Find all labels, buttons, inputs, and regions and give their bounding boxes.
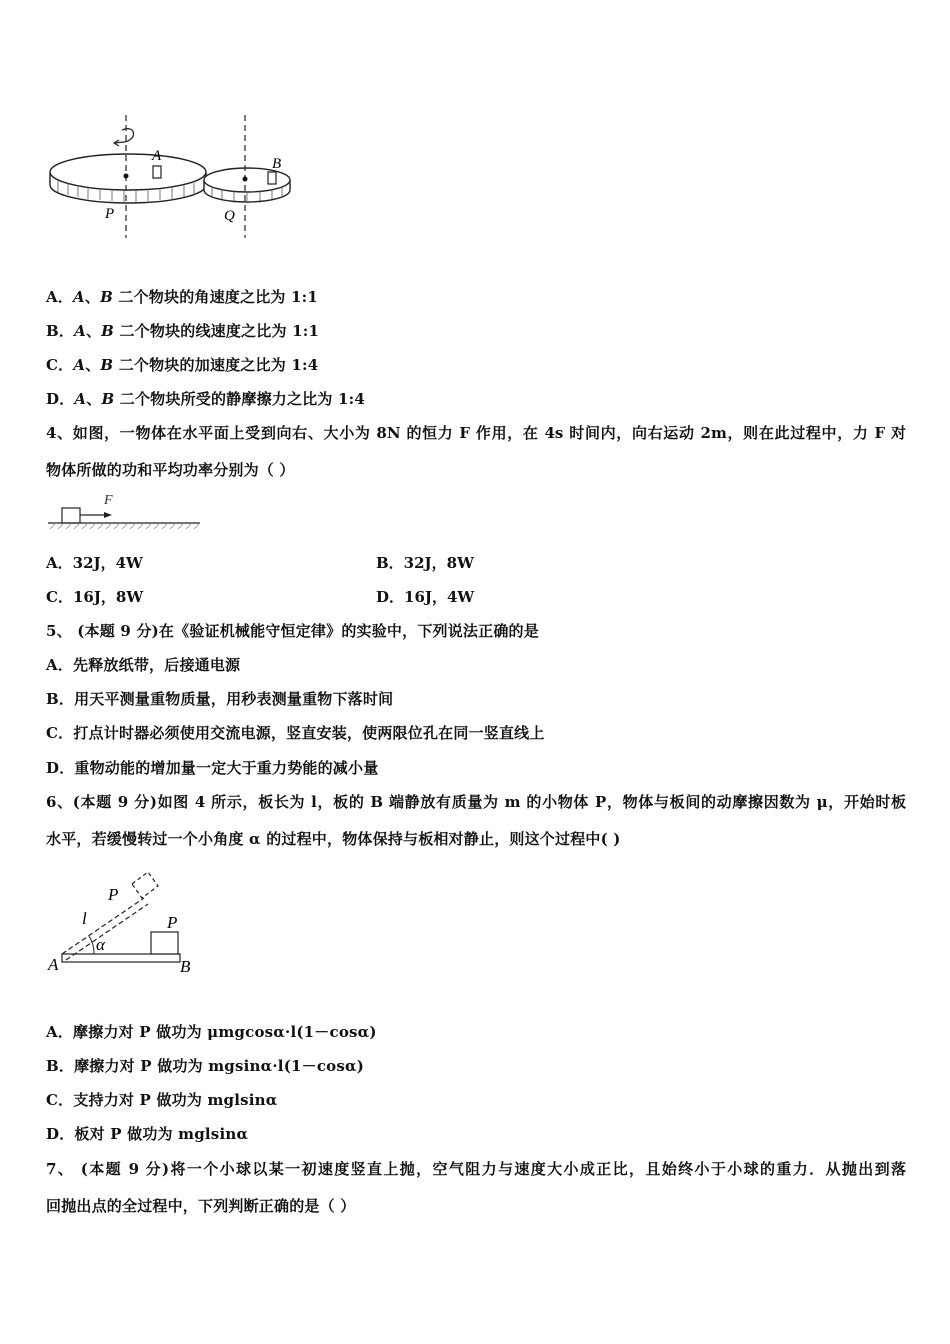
fig1-label-a: A (152, 148, 162, 164)
option-text: 二个物块的线速度之比为 1:1 (114, 322, 320, 340)
q6-option-a[interactable]: A．摩擦力对 P 做功为 μmgcosα·l(1－cosα) (46, 1023, 377, 1041)
fig1-label-q: Q (224, 208, 235, 224)
q4-option-a[interactable]: A．32J，4W (46, 554, 143, 572)
option-var-a: A (73, 288, 85, 306)
option-var-b: B (101, 322, 115, 340)
q3-option-c[interactable] (46, 354, 318, 375)
q3-option-a[interactable] (46, 286, 318, 307)
option-sep: 、 (84, 288, 101, 306)
option-letter: B． (46, 322, 75, 340)
option-letter: C． (46, 356, 74, 374)
fig6-label-alpha: α (96, 935, 105, 954)
q5-option-c[interactable]: C．打点计时器必须使用交流电源，竖直安装，使两限位孔在同一竖直线上 (46, 724, 545, 742)
q7-stem-line2: 回抛出点的全过程中，下列判断正确的是（ ） (46, 1197, 356, 1215)
option-sep: 、 (86, 390, 102, 408)
q3-option-b[interactable] (46, 320, 319, 341)
option-var-b: B (101, 390, 115, 408)
q5-option-d[interactable]: D．重物动能的增加量一定大于重力势能的减小量 (46, 759, 379, 777)
q4-stem-line1: 4、如图，一物体在水平面上受到向右、大小为 8N 的恒力 F 作用，在 4s 时间内，向右运动 2m，则在此过程中，力 F 对 (46, 424, 906, 442)
force-block-figure (44, 488, 204, 534)
option-sep: 、 (85, 322, 102, 340)
q5-stem: 5、 (本题 9 分)在《验证机械能守恒定律》的实验中，下列说法正确的是 (46, 622, 539, 640)
fig6-label-p-tilted: P (108, 885, 119, 904)
force-label: F (104, 493, 113, 508)
q4-option-d[interactable]: D．16J，4W (376, 588, 475, 606)
option-var-a: A (74, 390, 87, 408)
fig6-label-l: l (82, 909, 87, 928)
q5-option-a[interactable]: A．先释放纸带，后接通电源 (46, 656, 241, 674)
q6-option-b[interactable]: B．摩擦力对 P 做功为 mgsinα·l(1－cosα) (46, 1057, 365, 1075)
option-text: 二个物块所受的静摩擦力之比为 1:4 (114, 390, 366, 408)
q6-option-d[interactable]: D．板对 P 做功为 mglsinα (46, 1125, 249, 1143)
q4-option-c[interactable]: C．16J，8W (46, 588, 144, 606)
tilted-board-figure (44, 862, 214, 982)
fig6-label-b: B (180, 957, 191, 976)
q4-option-b[interactable]: B．32J，8W (376, 554, 474, 572)
option-var-b: B (100, 288, 113, 306)
q6-stem-line1: 6、(本题 9 分)如图 4 所示，板长为 l，板的 B 端静放有质量为 m 的小物体 P，物体与板间的动摩擦因数为 μ，开始时板 (46, 793, 906, 811)
q6-stem-line2: 水平，若缓慢转过一个小角度 α 的过程中，物体保持与板相对静止，则这个过程中( ) (46, 830, 621, 848)
fig1-label-b: B (272, 156, 282, 172)
q7-stem-line1: 7、 (本题 9 分)将一个小球以某一初速度竖直上抛，空气阻力与速度大小成正比，且始终小于小球的重力．从抛出到落 (46, 1160, 906, 1178)
q4-stem-line2: 物体所做的功和平均功率分别为（ ） (46, 461, 295, 479)
option-letter: D． (46, 390, 75, 408)
option-var-b: B (100, 356, 114, 374)
option-text: 二个物块的加速度之比为 1:4 (113, 356, 319, 374)
option-text: 二个物块的角速度之比为 1:1 (112, 288, 319, 306)
option-letter: A． (46, 288, 74, 306)
q5-option-b[interactable]: B．用天平测量重物质量，用秒表测量重物下落时间 (46, 690, 394, 708)
option-var-a: A (73, 356, 86, 374)
fig6-label-p: P (167, 913, 178, 932)
q6-option-c[interactable]: C．支持力对 P 做功为 mglsinα (46, 1091, 278, 1109)
rotating-discs-figure (40, 110, 310, 245)
q3-option-d[interactable] (46, 388, 365, 409)
fig1-label-p: P (105, 206, 115, 222)
option-sep: 、 (85, 356, 101, 374)
fig6-label-a: A (48, 955, 59, 974)
option-var-a: A (74, 322, 86, 340)
